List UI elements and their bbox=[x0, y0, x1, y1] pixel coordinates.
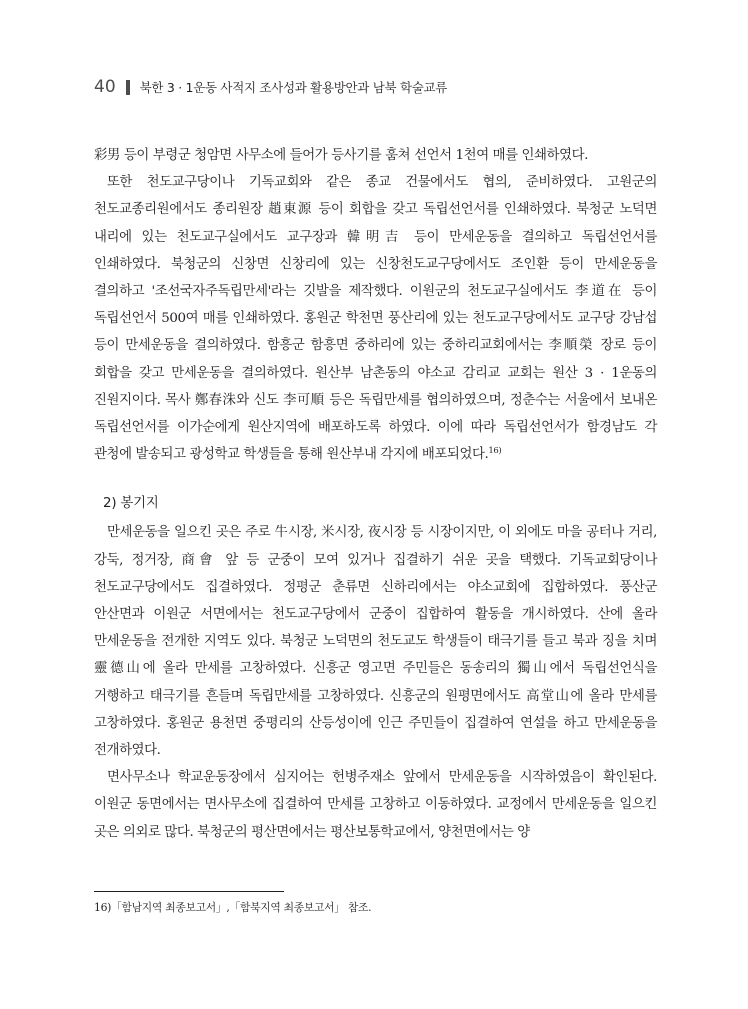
page-number: 40 bbox=[94, 77, 116, 97]
page-header bbox=[94, 76, 447, 98]
paragraph-religious-buildings bbox=[94, 169, 657, 468]
footnote: 16)「함남지역 최종보고서」,「함북지역 최종보고서」 참조. bbox=[94, 901, 372, 914]
section-heading: 2) 봉기지 bbox=[103, 496, 159, 512]
paragraph-text: 만세운동을 일으킨 곳은 주로 牛시장, 米시장, 夜시장 등 시장이지만, 이 외에도 마을 공터나 거리, 강둑, 정거장, 商會 앞 등 군중이 모여 있거나 집결하기 쉬운 곳을 택했다. 기독교회당이나 천도교구당에서도 집결하였다. 정평군 춘류면 신하리에서는 야소교회에 집합하였다. 풍산군 안산면과 이원군 서면에서는 천도교구당에서 군중이 집합하여 활동을 개시하였다. 산에 올라 만세운동을 전개한 지역도 있다. 북청군 노덕면의 천도교도 학생들이 태극기를 들고 북과 징을 치며 靈德山에 올라 만세를 고창하였다. 신흥군 영고면 주민들은 동송리의 獨山에서 독립선언식을 거행하고 태극기를 흔들며 독립만세를 고창하였다. 신흥군의 원평면에서도 高堂山에 올라 만세를 고창하였다. 홍원군 용천면 중평리의 산등성이에 인근 주민들이 집결하여 연설을 하고 만세운동을 전개하였다. bbox=[94, 525, 657, 759]
running-title: 북한 3 · 1운동 사적지 조사성과 활용방안과 남북 학술교류 bbox=[139, 80, 448, 95]
paragraph-uprising-sites bbox=[94, 519, 657, 764]
paragraph-text: 彩男 등이 부령군 청암면 사무소에 들어가 등사기를 훔쳐 선언서 1천여 매를 인쇄하였다. bbox=[94, 148, 589, 163]
main-content bbox=[94, 142, 657, 846]
footnote-divider bbox=[94, 891, 284, 892]
paragraph-continuation bbox=[94, 142, 657, 169]
paragraph-text: 면사무소나 학교운동장에서 심지어는 헌병주재소 앞에서 만세운동을 시작하였음이 확인된다. 이원군 동면에서는 면사무소에 집결하여 만세를 고창하고 이동하였다. 교정에서 만세운동을 일으킨 곳은 의외로 많다. 북청군의 평산면에서는 평산보통학교에서, 양천면에서는 양 bbox=[94, 770, 657, 840]
paragraph-offices-schools bbox=[94, 764, 657, 846]
paragraph-text: 또한 천도교구당이나 기독교회와 같은 종교 건물에서도 협의, 준비하였다. 고원군의 천도교종리원에서도 종리원장 趙東源 등이 회합을 갖고 독립선언서를 인쇄하였다. 북청군 노덕면 내리에 있는 천도교구실에서도 교구장과 韓明吉 등이 만세운동을 결의하고 독립선언서를 인쇄하였다. 북청군의 신창면 신창리에 있는 신창천도교구당에서도 조인환 등이 만세운동을 결의하고 '조선국자주독립만세'라는 깃발을 제작했다. 이원군의 천도교구실에서도 李道在 등이 독립선언서 500여 매를 인쇄하였다. 홍원군 학천면 풍산리에 있는 천도교구당에서도 교구당 강남섭 등이 만세운동을 결의하였다. 함흥군 함흥면 중하리에 있는 중하리교회에서는 李順榮 장로 등이 회합을 갖고 만세운동을 결의하였다. 원산부 남촌동의 야소교 감리교 교회는 원산 3 · 1운동의 진원지이다. 목사 鄭春洙와 신도 李可順 등은 독립만세를 협의하였으며, 정춘수는 서울에서 보내온 독립선언서를 이가순에게 원산지역에 배포하도록 하였다. 이에 따라 독립선언서가 함경남도 각 관청에 발송되고 광성학교 학생들을 통해 원산부내 각지에 배포되었다. bbox=[94, 175, 657, 463]
header-divider-bar bbox=[126, 80, 130, 95]
footnote-reference: 16) bbox=[488, 446, 502, 457]
